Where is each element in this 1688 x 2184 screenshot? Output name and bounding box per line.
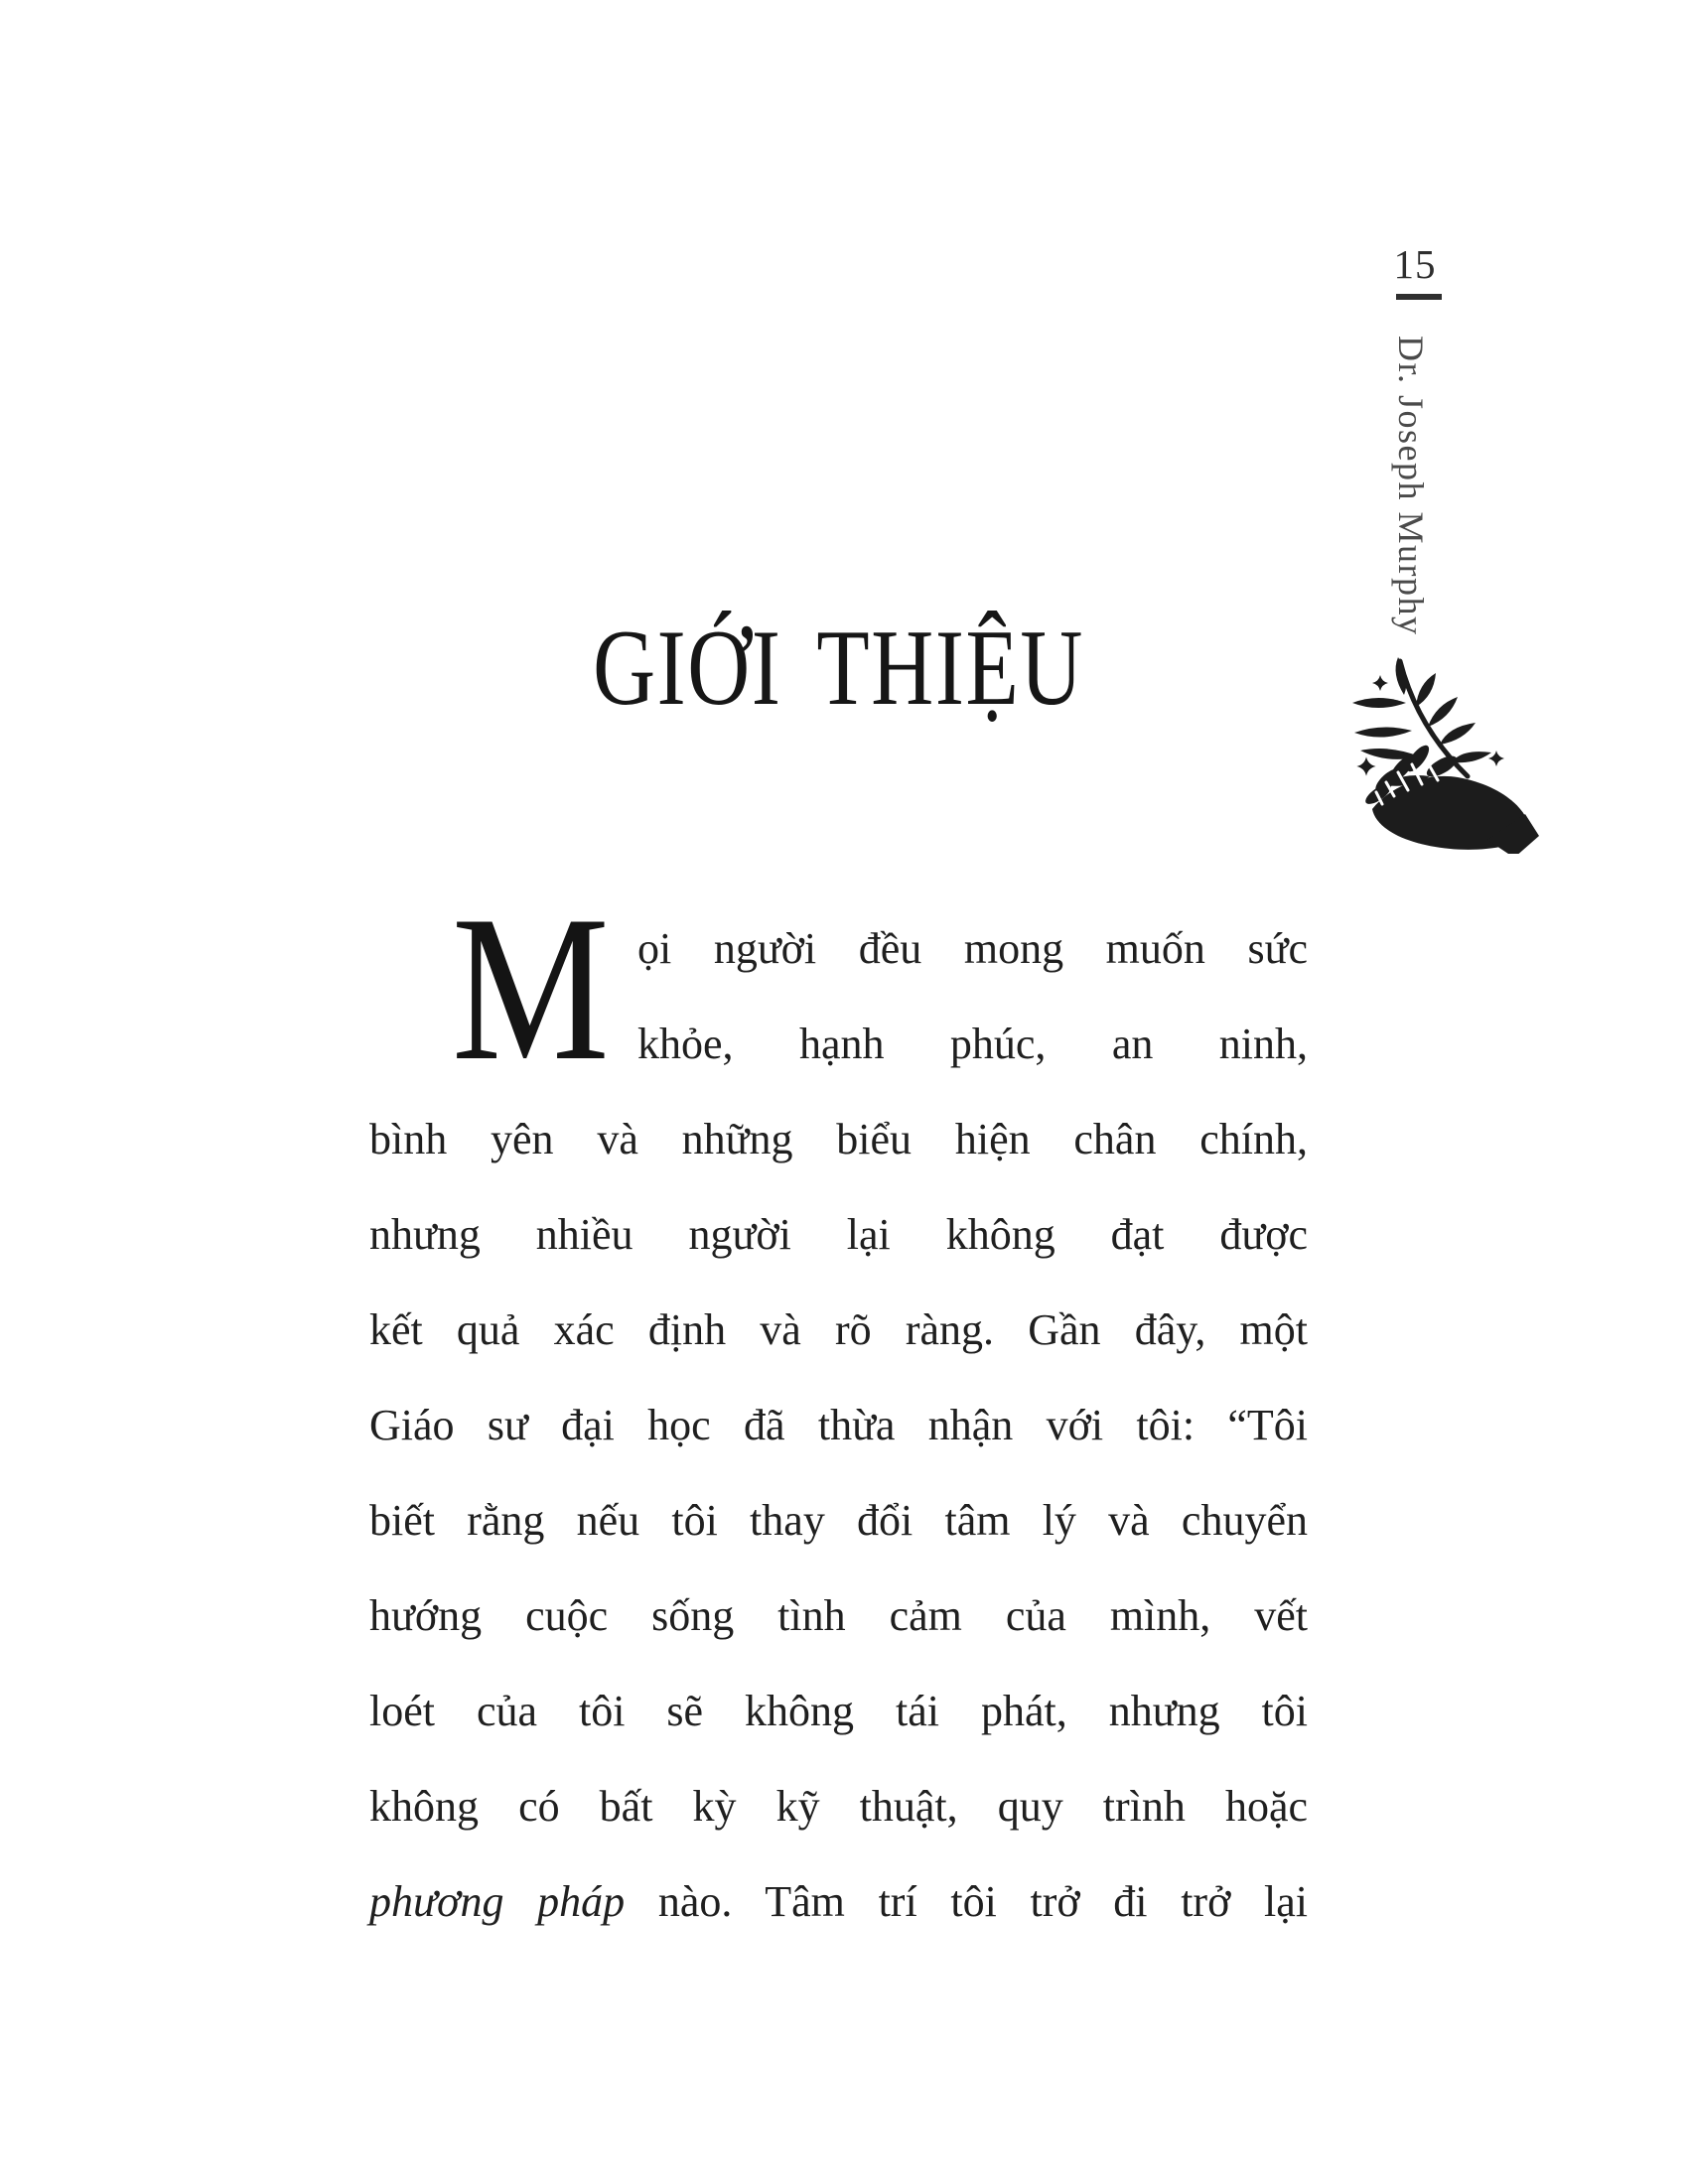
drop-cap: M (452, 874, 610, 1104)
page-number-divider (1396, 294, 1442, 300)
last-line-rest: nào. Tâm trí tôi trở đi trở lại (625, 1877, 1308, 1926)
text-line-6: Giáo sư đại học đã thừa nhận với tôi: “Tôi (369, 1401, 1308, 1449)
chapter-title: GIỚI THIỆU (593, 608, 1084, 728)
author-sidebar: Dr. Joseph Murphy (1391, 336, 1431, 636)
text-line-7: biết rằng nếu tôi thay đổi tâm lý và chuyển (369, 1496, 1308, 1545)
italic-phrase: phương pháp (369, 1877, 626, 1926)
text-line-1: ọi người đều mong muốn sức (637, 924, 1308, 973)
hand-holding-branch-icon (1331, 645, 1539, 854)
page-number: 15 (1393, 241, 1437, 287)
text-line-4: nhưng nhiều người lại không đạt được (369, 1210, 1308, 1259)
text-line-9: loét của tôi sẽ không tái phát, nhưng tôi (369, 1687, 1308, 1735)
body-paragraph (369, 874, 1308, 1950)
text-line-2: khỏe, hạnh phúc, an ninh, (637, 1020, 1308, 1068)
text-line-11 (369, 1854, 1308, 1950)
text-line-10: không có bất kỳ kỹ thuật, quy trình hoặc (369, 1782, 1308, 1831)
text-line-3: bình yên và những biểu hiện chân chính, (369, 1115, 1308, 1163)
text-line-5: kết quả xác định và rõ ràng. Gần đây, một (369, 1305, 1308, 1354)
text-line-8: hướng cuộc sống tình cảm của mình, vết (369, 1591, 1308, 1640)
